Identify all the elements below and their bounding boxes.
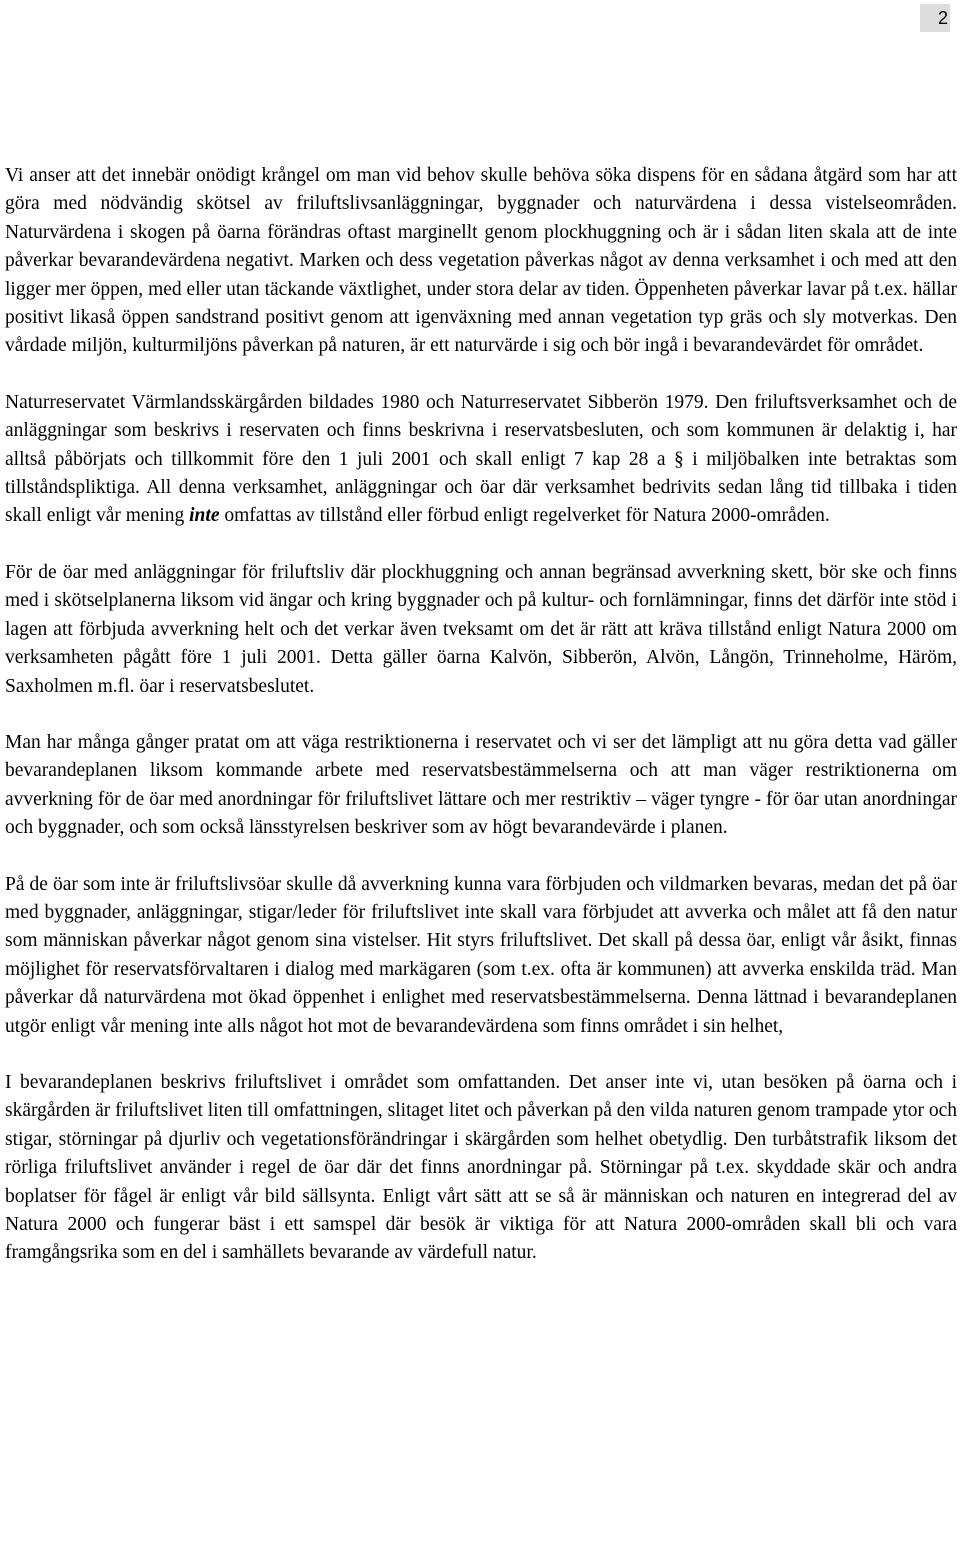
paragraph-4: Man har många gånger pratat om att väga restriktionerna i reservatet och vi ser det lämpligt att nu göra detta vad gäller bevarandeplanen liksom kommande arbete med reservatsbestämmelserna och att man väger restriktionerna om avverkning för de öar med anordningar för friluftslivet lättare och mer restriktiv – väger tyngre - för öar utan anordningar och byggnader, och som också länsstyrelsen beskriver som av högt bevarandevärde i planen.: [5, 731, 957, 839]
paragraph-2-after: omfattas av tillstånd eller förbud enligt regelverket för Natura 2000-områden.: [219, 505, 830, 527]
paragraph-1: Vi anser att det innebär onödigt krångel om man vid behov skulle behöva söka dispens för en sådana åtgärd som har att göra med nödvändig skötsel av friluftslivsanläggningar, byggnader och naturvärdena i dessa vistelseområden. Naturvärdena i skogen på öarna förändras oftast marginellt genom plockhuggning och är i sådan liten skala att de inte påverkar bevarandevärdena negativt. Marken och dess vegetation påverkas något av denna verksamhet i och med att den ligger mer öppen, med eller utan täckande växtlighet, under stora delar av tiden. Öppenheten påverkar lavar på t.ex. hällar positivt likaså öppen sandstrand positivt genom att igenväxning med annan vegetation typ gräs och sly motverkas. Den vårdade miljön, kulturmiljöns påverkan på naturen, är ett naturvärde i sig och bör ingå i bevarandevärdet för området.: [5, 165, 957, 357]
paragraph-2: [5, 389, 957, 531]
emphasis-inte: inte: [189, 505, 220, 527]
paragraph-2-before: Naturreservatet Värmlandsskärgården bildades 1980 och Naturreservatet Sibberön 1979. Den friluftsverksamhet och de anläggningar som beskrivs i reservaten och finns beskrivna i reservatsbesluten, och som kommunen är delaktig i, har alltså påbörjats och tillkommit före den 1 juli 2001 och skall enligt 7 kap 28 a § i miljöbalken inte betraktas som tillståndspliktiga. All denna verksamhet, anläggningar och öar där verksamhet bedrivits sedan lång tid tillbaka i tiden skall enligt vår mening: [5, 391, 957, 527]
paragraph-6: I bevarandeplanen beskrivs friluftslivet i området som omfattanden. Det anser inte vi, utan besöken på öarna och i skärgården är friluftslivet liten till omfattningen, slitaget litet och påverkan på den vilda naturen genom trampade ytor och stigar, störningar på djurliv och vegetationsförändringar i skärgården som helhet obetydlig. Den turbåtstrafik liksom det rörliga friluftslivet använder i regel de öar där det finns anordningar på. Störningar på t.ex. skyddade skär och andra boplatser för fågel är enligt vår bild sällsynta. Enligt vårt sätt att se så är människan och naturen en integrerad del av Natura 2000 och fungerar bäst i ett samspel där besök är viktiga för att Natura 2000-områden skall bli och vara framgångsrika som en del i samhällets bevarande av värdefull natur.: [5, 1071, 957, 1264]
paragraph-5: På de öar som inte är friluftslivsöar skulle då avverkning kunna vara förbjuden och vildmarken bevaras, medan det på öar med byggnader, anläggningar, stigar/leder för friluftslivet inte skall vara förbjudet att avverka och målet att få den natur som människan påverkar något genom sina vistelser. Hit styrs friluftslivet. Det skall på dessa öar, enligt vår åsikt, finnas möjlighet för reservatsförvaltaren i dialog med markägaren (som t.ex. ofta är kommunen) att avverka enskilda träd. Man påverkar då naturvärdena mot ökad öppenhet i enlighet med reservatsbestämmelserna. Denna lättnad i bevarandeplanen utgör enligt vår mening inte alls något hot mot de bevarandevärdena som finns området i sin helhet,: [5, 873, 957, 1037]
document-body: [5, 162, 957, 1296]
page-number: 2: [920, 4, 950, 32]
paragraph-3: För de öar med anläggningar för friluftsliv där plockhuggning och annan begränsad avverkning skett, bör ske och finns med i skötselplanerna liksom vid ängar och kring byggnader och på kultur- och fornlämningar, finns det därför inte stöd i lagen att förbjuda avverkning helt och det verkar även tveksamt om det är rätt att kräva tillstånd enligt Natura 2000 om verksamheten pågått före 1 juli 2001. Detta gäller öarna Kalvön, Sibberön, Alvön, Långön, Trinneholme, Häröm, Saxholmen m.fl. öar i reservatsbeslutet.: [5, 561, 957, 697]
